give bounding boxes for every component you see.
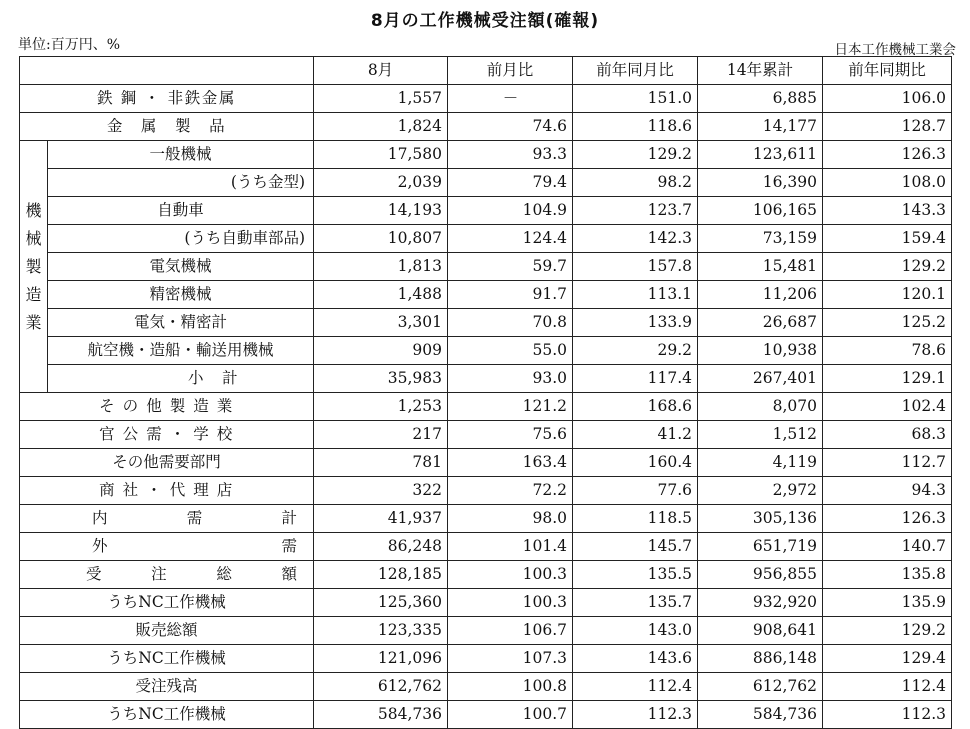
value-cell: 17,580 [314,141,448,169]
value-cell: 11,206 [698,281,823,309]
value-cell: 129.1 [823,365,952,393]
value-cell: 217 [314,421,448,449]
value-cell: 129.2 [823,253,952,281]
value-cell: 163.4 [448,449,573,477]
table-row [20,365,952,393]
value-cell: 98.2 [573,169,698,197]
value-cell: 29.2 [573,337,698,365]
row-label: 一般機械 [48,141,314,169]
header-cell: 前月比 [448,57,573,85]
table-row [20,421,952,449]
value-cell: 100.7 [448,701,573,729]
row-label: 電気機械 [48,253,314,281]
value-cell: 126.3 [823,141,952,169]
value-cell: 2,972 [698,477,823,505]
table-row [20,281,952,309]
value-cell: 151.0 [573,85,698,113]
value-cell: 112.3 [823,701,952,729]
value-cell: 1,488 [314,281,448,309]
value-cell: 886,148 [698,645,823,673]
value-cell: 135.8 [823,561,952,589]
row-label: 内 需 計 [20,505,314,533]
row-label: うちNC工作機械 [20,645,314,673]
value-cell: 100.3 [448,589,573,617]
value-cell: 112.4 [573,673,698,701]
value-cell: 100.8 [448,673,573,701]
organization-label: 日本工作機械工業会 [834,42,956,58]
value-cell: 106,165 [698,197,823,225]
row-label: 外 需 [20,533,314,561]
vertical-group-label: 機 械 製 造 業 [20,141,48,393]
value-cell: 1,253 [314,393,448,421]
value-cell: 128,185 [314,561,448,589]
value-cell: 98.0 [448,505,573,533]
table-row [20,701,952,729]
value-cell: 168.6 [573,393,698,421]
value-cell: 1,557 [314,85,448,113]
header-cell: 前年同月比 [573,57,698,85]
table-row [20,589,952,617]
value-cell: 14,177 [698,113,823,141]
table-row [20,113,952,141]
value-cell: 322 [314,477,448,505]
value-cell: 118.6 [573,113,698,141]
value-cell: 305,136 [698,505,823,533]
table-row [20,141,952,169]
row-label: うちNC工作機械 [20,589,314,617]
row-label: (うち金型) [48,169,314,197]
value-cell: 106.7 [448,617,573,645]
value-cell: 112.4 [823,673,952,701]
row-label: 受注残高 [20,673,314,701]
value-cell: 78.6 [823,337,952,365]
value-cell: 781 [314,449,448,477]
row-label: その他需要部門 [20,449,314,477]
row-label: 航空機・造船・輸送用機械 [48,337,314,365]
value-cell: 41.2 [573,421,698,449]
value-cell: 135.9 [823,589,952,617]
value-cell: 159.4 [823,225,952,253]
value-cell: 123.7 [573,197,698,225]
table-row [20,673,952,701]
value-cell: 86,248 [314,533,448,561]
value-cell: 909 [314,337,448,365]
value-cell: 956,855 [698,561,823,589]
value-cell: 612,762 [314,673,448,701]
value-cell: 72.2 [448,477,573,505]
row-label: 販売総額 [20,617,314,645]
value-cell: 117.4 [573,365,698,393]
table-row [20,197,952,225]
value-cell: 15,481 [698,253,823,281]
value-cell: 584,736 [314,701,448,729]
value-cell: 55.0 [448,337,573,365]
value-cell: 129.2 [573,141,698,169]
value-cell: 651,719 [698,533,823,561]
value-cell: 1,813 [314,253,448,281]
value-cell: 908,641 [698,617,823,645]
unit-label: 単位:百万円、% [18,37,121,53]
value-cell: 143.0 [573,617,698,645]
value-cell: 91.7 [448,281,573,309]
value-cell: 4,119 [698,449,823,477]
header-row [20,57,952,85]
header-cell: 前年同期比 [823,57,952,85]
value-cell: 16,390 [698,169,823,197]
value-cell: 94.3 [823,477,952,505]
table-row [20,225,952,253]
header-blank [20,57,314,85]
value-cell: 124.4 [448,225,573,253]
value-cell: 104.9 [448,197,573,225]
value-cell: 121,096 [314,645,448,673]
value-cell: 107.3 [448,645,573,673]
value-cell: 123,335 [314,617,448,645]
value-cell: 41,937 [314,505,448,533]
value-cell: 133.9 [573,309,698,337]
table-row [20,477,952,505]
header-cell: 8月 [314,57,448,85]
value-cell: 59.7 [448,253,573,281]
value-cell: 74.6 [448,113,573,141]
value-cell: 14,193 [314,197,448,225]
value-cell: 8,070 [698,393,823,421]
row-label: 商 社 ・ 代 理 店 [20,477,314,505]
value-cell: 135.7 [573,589,698,617]
value-cell: 2,039 [314,169,448,197]
value-cell: 142.3 [573,225,698,253]
value-cell: 157.8 [573,253,698,281]
value-cell: 123,611 [698,141,823,169]
value-cell: 70.8 [448,309,573,337]
row-label: 精密機械 [48,281,314,309]
table-row [20,505,952,533]
value-cell: 108.0 [823,169,952,197]
table-row [20,393,952,421]
value-cell: 77.6 [573,477,698,505]
value-cell: 3,301 [314,309,448,337]
value-cell: 125,360 [314,589,448,617]
value-cell: 75.6 [448,421,573,449]
table-row [20,645,952,673]
table-row [20,533,952,561]
table-row [20,253,952,281]
value-cell: 126.3 [823,505,952,533]
header-cell: 14年累計 [698,57,823,85]
value-cell: 143.6 [573,645,698,673]
value-cell: 10,938 [698,337,823,365]
row-label: 鉄 鋼 ・ 非鉄金属 [20,85,314,113]
value-cell: － [448,85,573,113]
value-cell: 6,885 [698,85,823,113]
row-label: 小 計 [48,365,314,393]
value-cell: 68.3 [823,421,952,449]
value-cell: 129.2 [823,617,952,645]
value-cell: 140.7 [823,533,952,561]
value-cell: 102.4 [823,393,952,421]
value-cell: 112.3 [573,701,698,729]
row-label: そ の 他 製 造 業 [20,393,314,421]
value-cell: 1,824 [314,113,448,141]
page-title: 8月の工作機械受注額(確報) [370,11,600,31]
value-cell: 10,807 [314,225,448,253]
value-cell: 113.1 [573,281,698,309]
row-label: 受 注 総 額 [20,561,314,589]
value-cell: 145.7 [573,533,698,561]
value-cell: 932,920 [698,589,823,617]
value-cell: 129.4 [823,645,952,673]
table-row [20,561,952,589]
value-cell: 100.3 [448,561,573,589]
orders-table [19,56,952,729]
table-row [20,309,952,337]
value-cell: 612,762 [698,673,823,701]
row-label: 官 公 需 ・ 学 校 [20,421,314,449]
value-cell: 128.7 [823,113,952,141]
value-cell: 584,736 [698,701,823,729]
value-cell: 120.1 [823,281,952,309]
row-label: うちNC工作機械 [20,701,314,729]
row-label: 金 属 製 品 [20,113,314,141]
value-cell: 93.3 [448,141,573,169]
table-row [20,337,952,365]
row-label: (うち自動車部品) [48,225,314,253]
value-cell: 121.2 [448,393,573,421]
value-cell: 101.4 [448,533,573,561]
row-label: 自動車 [48,197,314,225]
row-label: 電気・精密計 [48,309,314,337]
value-cell: 125.2 [823,309,952,337]
value-cell: 106.0 [823,85,952,113]
value-cell: 135.5 [573,561,698,589]
value-cell: 112.7 [823,449,952,477]
value-cell: 35,983 [314,365,448,393]
table-row [20,169,952,197]
value-cell: 1,512 [698,421,823,449]
value-cell: 26,687 [698,309,823,337]
value-cell: 118.5 [573,505,698,533]
value-cell: 79.4 [448,169,573,197]
value-cell: 93.0 [448,365,573,393]
table-row [20,617,952,645]
value-cell: 143.3 [823,197,952,225]
value-cell: 73,159 [698,225,823,253]
table-row [20,449,952,477]
value-cell: 160.4 [573,449,698,477]
table-row [20,85,952,113]
value-cell: 267,401 [698,365,823,393]
